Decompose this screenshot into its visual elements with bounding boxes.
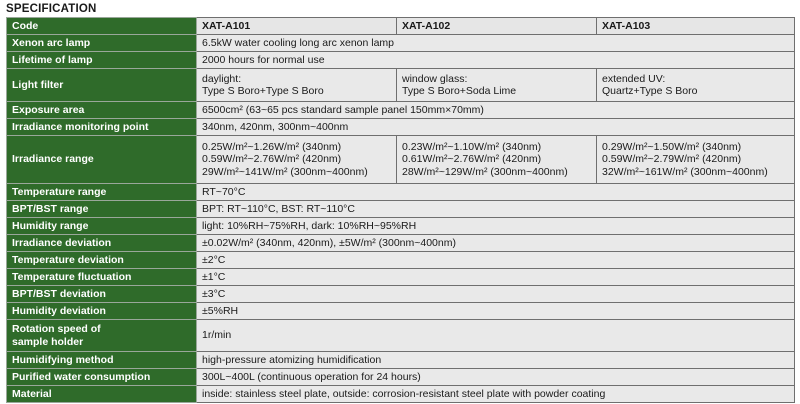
filter-a103-line2: Quartz+Type S Boro [602, 85, 698, 97]
row-label-irradiance-range: Irradiance range [7, 136, 197, 184]
value-xenon-lamp: 6.5kW water cooling long arc xenon lamp [197, 35, 795, 52]
row-label-bpt-bst-deviation: BPT/BST deviation [7, 286, 197, 303]
model-xat-a103: XAT-A103 [597, 18, 795, 35]
table-row [7, 269, 795, 286]
page-title: SPECIFICATION [6, 3, 97, 15]
row-label-temperature-range: Temperature range [7, 184, 197, 201]
irradiance-a101-300-400nm: 29W/m²~141W/m² (300nm~400nm) [202, 165, 368, 178]
row-label-humidifying-method: Humidifying method [7, 352, 197, 369]
table-row [7, 52, 795, 69]
value-irradiance-range-a101 [197, 136, 397, 184]
table-row [7, 386, 795, 403]
table-row [7, 369, 795, 386]
rotation-label-line2: sample holder [12, 335, 84, 348]
row-label-temperature-deviation: Temperature deviation [7, 252, 197, 269]
value-irradiance-monitoring: 340nm, 420nm, 300nm~400nm [197, 119, 795, 136]
irradiance-a101-340nm: 0.25W/m²~1.26W/m² (340nm) [202, 140, 342, 153]
table-row [7, 119, 795, 136]
table-row [7, 102, 795, 119]
table-header-row [7, 18, 795, 35]
rotation-label-line1: Rotation speed of [12, 323, 101, 335]
row-label-temperature-fluctuation: Temperature fluctuation [7, 269, 197, 286]
value-humidity-range: light: 10%RH~75%RH, dark: 10%RH~95%RH [197, 218, 795, 235]
filter-a101-line2: Type S Boro+Type S Boro [202, 85, 324, 97]
value-irradiance-range-a102 [397, 136, 597, 184]
filter-a102-line1: window glass: [402, 72, 468, 85]
irradiance-a101-420nm: 0.59W/m²~2.76W/m² (420nm) [202, 153, 342, 166]
row-label-lamp-lifetime: Lifetime of lamp [7, 52, 197, 69]
value-irradiance-deviation: ±0.02W/m² (340nm, 420nm), ±5W/m² (300nm~400nm) [197, 235, 795, 252]
filter-a102-line2: Type S Boro+Soda Lime [402, 85, 517, 97]
value-temperature-range: RT~70°C [197, 184, 795, 201]
value-material: inside: stainless steel plate, outside: corrosion-resistant steel plate with powder coating [197, 386, 795, 403]
table-row [7, 218, 795, 235]
row-label-irradiance-deviation: Irradiance deviation [7, 235, 197, 252]
value-rotation-speed: 1r/min [197, 320, 795, 352]
value-water-consumption: 300L~400L (continuous operation for 24 hours) [197, 369, 795, 386]
filter-a103-line1: extended UV: [602, 72, 666, 85]
value-humidity-deviation: ±5%RH [197, 303, 795, 320]
value-irradiance-range-a103 [597, 136, 795, 184]
row-label-xenon-lamp: Xenon arc lamp [7, 35, 197, 52]
table-row [7, 35, 795, 52]
irradiance-a103-420nm: 0.59W/m²~2.79W/m² (420nm) [602, 153, 742, 166]
table-row [7, 184, 795, 201]
table-row [7, 352, 795, 369]
irradiance-a103-340nm: 0.29W/m²~1.50W/m² (340nm) [602, 140, 742, 153]
row-label-material: Material [7, 386, 197, 403]
value-light-filter-a103 [597, 69, 795, 102]
specification-table [6, 17, 795, 403]
irradiance-a102-300-400nm: 28W/m²~129W/m² (300nm~400nm) [402, 165, 568, 178]
model-xat-a101: XAT-A101 [197, 18, 397, 35]
value-temperature-deviation: ±2°C [197, 252, 795, 269]
table-row [7, 136, 795, 184]
irradiance-a103-300-400nm: 32W/m²~161W/m² (300nm~400nm) [602, 165, 768, 178]
value-bpt-bst-range: BPT: RT~110°C, BST: RT~110°C [197, 201, 795, 218]
table-row [7, 201, 795, 218]
value-humidifying-method: high-pressure atomizing humidification [197, 352, 795, 369]
table-row [7, 303, 795, 320]
irradiance-a102-420nm: 0.61W/m²~2.76W/m² (420nm) [402, 153, 542, 166]
row-label-humidity-deviation: Humidity deviation [7, 303, 197, 320]
table-row [7, 235, 795, 252]
value-lamp-lifetime: 2000 hours for normal use [197, 52, 795, 69]
filter-a101-line1: daylight: [202, 72, 242, 85]
irradiance-a102-340nm: 0.23W/m²~1.10W/m² (340nm) [402, 140, 542, 153]
value-temperature-fluctuation: ±1°C [197, 269, 795, 286]
row-label-bpt-bst-range: BPT/BST range [7, 201, 197, 218]
table-row [7, 69, 795, 102]
value-light-filter-a102 [397, 69, 597, 102]
code-label: Code [7, 18, 197, 35]
row-label-water-consumption: Purified water consumption [7, 369, 197, 386]
value-exposure-area: 6500cm² (63~65 pcs standard sample panel 150mm×70mm) [197, 102, 795, 119]
row-label-irradiance-monitoring: Irradiance monitoring point [7, 119, 197, 136]
table-row [7, 252, 795, 269]
table-row [7, 320, 795, 352]
value-light-filter-a101 [197, 69, 397, 102]
row-label-rotation-speed [7, 320, 197, 352]
value-bpt-bst-deviation: ±3°C [197, 286, 795, 303]
row-label-light-filter: Light filter [7, 69, 197, 102]
row-label-humidity-range: Humidity range [7, 218, 197, 235]
model-xat-a102: XAT-A102 [397, 18, 597, 35]
table-row [7, 286, 795, 303]
row-label-exposure-area: Exposure area [7, 102, 197, 119]
